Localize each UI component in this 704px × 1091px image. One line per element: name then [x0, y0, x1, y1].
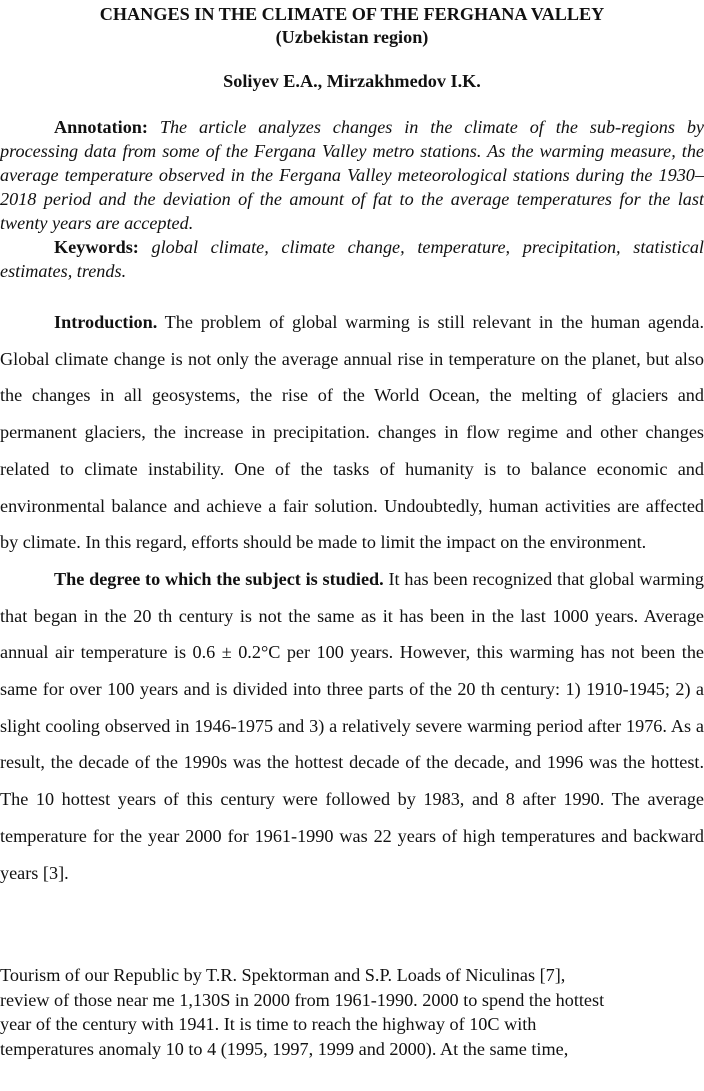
tail-section	[0, 963, 704, 1061]
article-authors: Soliyev E.A., Mirzakhmedov I.K.	[223, 71, 481, 91]
tail-line: temperatures anomaly 10 to 4 (1995, 1997, 1999 and 2000). At the same time,	[0, 1038, 569, 1059]
article-subtitle: (Uzbekistan region)	[275, 27, 429, 47]
keywords-paragraph	[0, 235, 704, 283]
degree-text: It has been recognized that global warming that began in the 20 th century is not the same as it has been in the last 1000 years. Average annual air temperature is 0.6 ± 0.2°C per 100 years. However, this warming has not been the same for over 100 years and is divided into three parts of the 20 th century: 1) 1910-1945; 2) a slight cooling observed in 1946-1975 and 3) a relatively severe warming period after 1976. As a result, the decade of the 1990s was the hottest decade of the decade, and 1996 was the hottest. The 10 hottest years of this century were followed by 1983, and 8 after 1990. The average temperature for the year 2000 for 1961-1990 was 22 years of high temperatures and backward years [3].	[0, 568, 704, 883]
annotation-paragraph	[0, 115, 704, 235]
tail-line: review of those near me 1,130S in 2000 from 1961-1990. 2000 to spend the hottest	[0, 989, 605, 1010]
keywords-label: Keywords:	[54, 237, 139, 257]
keywords-text: global climate, climate change, temperature, precipitation, statistical estimates, trends.	[0, 237, 704, 281]
annotation-text: The article analyzes changes in the climate of the sub-regions by processing data from some of the Fergana Valley metro stations. As the warming measure, the average temperature observed in the Fergana Valley meteorological stations during the 1930–2018 period and the deviation of the amount of fat to the average temperatures for the last twenty years are accepted.	[0, 117, 704, 233]
body-section	[0, 304, 704, 891]
degree-paragraph	[0, 561, 704, 891]
article-title: CHANGES IN THE CLIMATE OF THE FERGHANA VALLEY	[99, 4, 605, 24]
degree-label: The degree to which the subject is studied.	[54, 568, 384, 589]
tail-line: year of the century with 1941. It is time to reach the highway of 10C with	[0, 1014, 537, 1034]
abstract-section	[0, 115, 704, 283]
annotation-label: Annotation:	[54, 117, 148, 137]
introduction-text: The problem of global warming is still relevant in the human agenda. Global climate change is not only the average annual rise in temperature on the planet, but also the changes in all geosystems, the rise of the World Ocean, the melting of glaciers and permanent glaciers, the increase in precipitation. changes in flow regime and other changes related to climate instability. One of the tasks of humanity is to balance economic and environmental balance and achieve a fair solution. Undoubtedly, human activities are affected by climate. In this regard, efforts should be made to limit the impact on the environment.	[0, 312, 704, 553]
tail-line: Tourism of our Republic by T.R. Spektorman and S.P. Loads of Niculinas [7],	[0, 965, 566, 985]
introduction-paragraph	[0, 304, 704, 561]
introduction-label: Introduction.	[54, 312, 158, 332]
